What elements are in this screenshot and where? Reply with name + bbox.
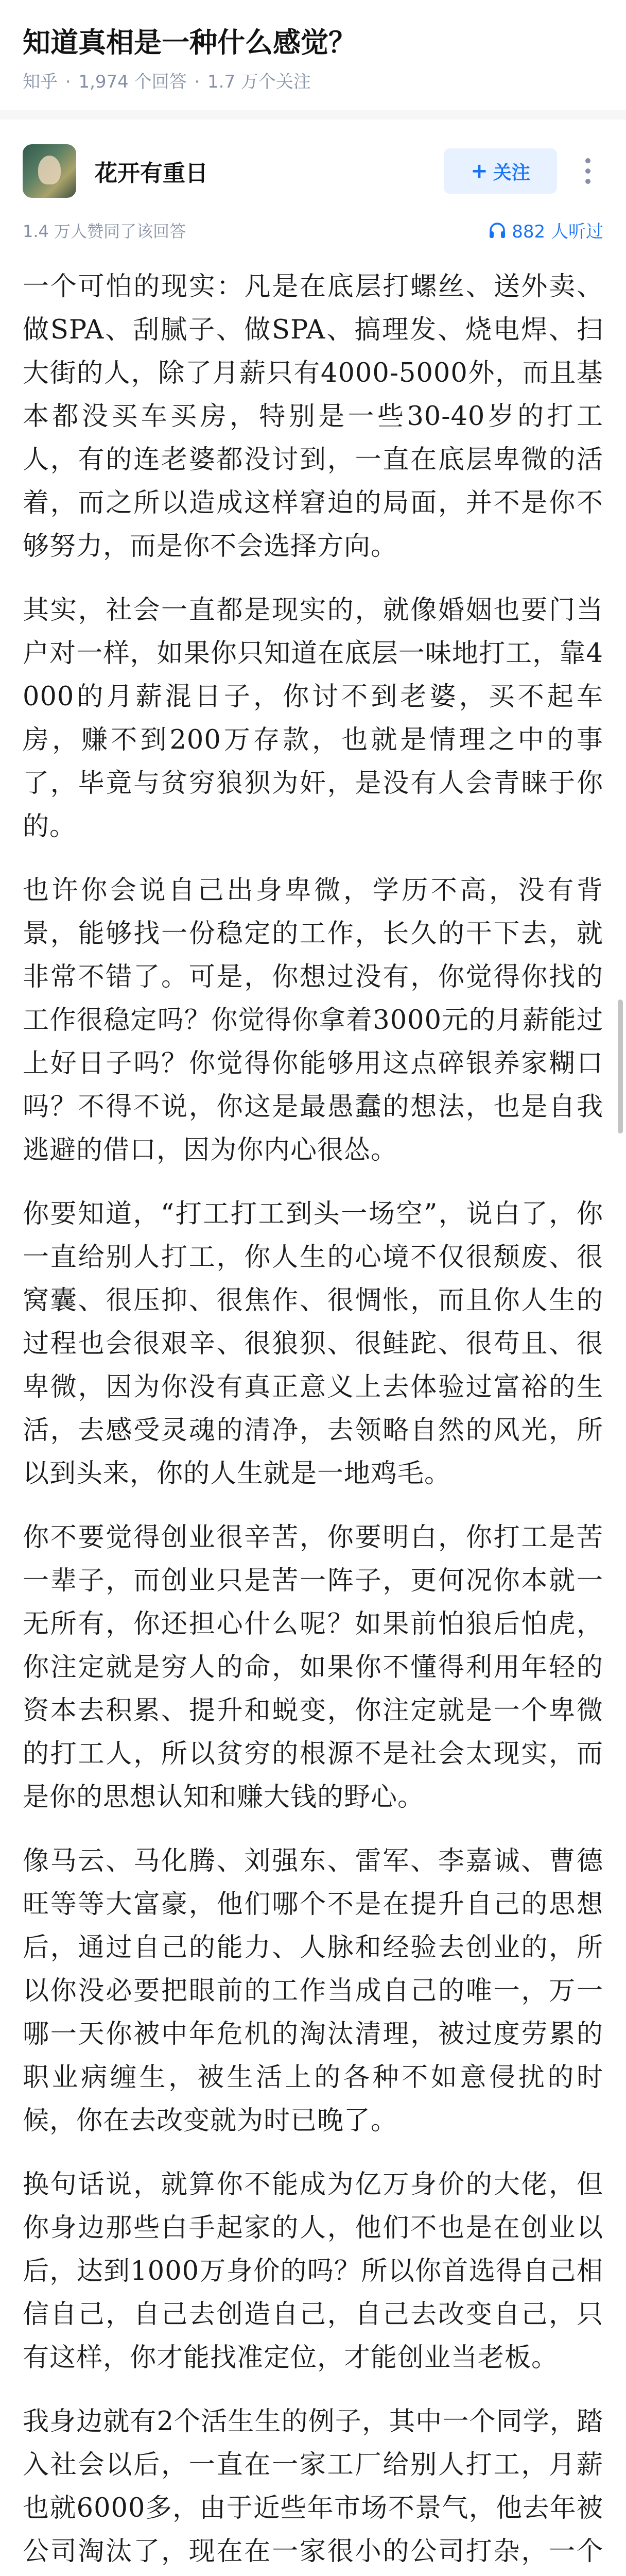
avatar[interactable] [23,144,76,198]
answer-paragraph: 我身边就有2个活生生的例子，其中一个同学，踏入社会以后，一直在一家工厂给别人打工，月薪也就6000多，由于近些年市场不景气，他去年被公司淘汰了，现在在一家很小的公司打杂，一个 [23,2406,603,2567]
listen-count: 882 人听过 [512,222,603,242]
answer-paragraph: 其实，社会一直都是现实的，就像婚姻也要门当户对一样，如果你只知道在底层一味地打工，靠4000的月薪混日子，你讨不到老婆，买不起车房，赚不到200万存款，也就是情理之中的事了，毕竟与贫穷狼狈为奸，是没有人会青睐于你的。 [23,595,603,842]
followers-count: 1.7 万个关注 [207,72,311,92]
author-name[interactable]: 花开有重日 [95,160,208,187]
headphones-icon [488,221,507,240]
meta-separator: · [65,72,71,92]
answer-paragraph: 一个可怕的现实：凡是在底层打螺丝、送外卖、做SPA、刮腻子、做SPA、搞理发、烧电焊、扫大街的人，除了月薪只有4000-5000外，而且基本都没买车买房，特别是一些30-40岁的打工人，有的连老婆都没讨到，一直在底层卑微的活着，而之所以造成这样窘迫的局面，并不是你不够努力，而是你不会选择方向。 [23,272,603,562]
follow-label: 关注 [493,162,530,183]
question-title[interactable]: 知道真相是一种什么感觉？ [23,26,356,59]
answer-paragraph: 你要知道，“打工打工到头一场空”，说白了，你一直给别人打工，你人生的心境不仅很颓废、很窝囊、很压抑、很焦作、很惆怅，而且你人生的过程也会很艰辛、很狼狈、很鲑跎、很苟且、很卑微，因为你没有真正意义上去体验过富裕的生活，去感受灵魂的清净，去领略自然的风光，所以到头来，你的人生就是一地鸡毛。 [23,1199,603,1489]
answer-paragraph: 也许你会说自己出身卑微，学历不高，没有背景，能够找一份稳定的工作，长久的干下去，就非常不错了。可是，你想过没有，你觉得你找的工作很稳定吗？你觉得你拿着3000元的月薪能过上好日子吗？你觉得你能够用这点碎银养家糊口吗？不得不说，你这是最愚蠢的想法，也是自我逃避的借口，因为你内心很怂。 [23,875,603,1165]
answer-paragraph: 你不要觉得创业很辛苦，你要明白，你打工是苦一辈子，而创业只是苦一阵子，更何况你本就一无所有，你还担心什么呢？如果前怕狼后怕虎，你注定就是穷人的命，如果你不懂得利用年轻的资本去积累、提升和蜕变，你注定就是一个卑微的打工人，所以贫穷的根源不是社会太现实，而是你的思想认知和赚大钱的野心。 [23,1522,603,1812]
question-meta [0,60,626,93]
plus-icon: + [471,159,488,183]
meta-separator: · [194,72,200,92]
listen-button[interactable] [488,217,603,243]
more-vertical-icon[interactable] [572,156,603,187]
section-divider [0,110,626,120]
scrollbar[interactable] [618,999,623,1133]
source-label: 知乎 [23,72,58,92]
follow-button[interactable] [444,148,557,194]
author-row [0,120,626,202]
answer-paragraph: 换句话说，就算你不能成为亿万身价的大佬，但你身边那些白手起家的人，他们不也是在创业以后，达到1000万身价的吗？所以你首选得自己相信自己，自己去创造自己，自己去改变自己，只有这样，你才能找准定位，才能创业当老板。 [23,2170,603,2373]
answers-count[interactable]: 1,974 个回答 [78,72,187,92]
answer-paragraph: 像马云、马化腾、刘强东、雷军、李嘉诚、曹德旺等等大富豪，他们哪个不是在提升自己的思想后，通过自己的能力、人脉和经验去创业的，所以你没必要把眼前的工作当成自己的唯一，万一哪一天你被中年危机的淘汰清理，被过度劳累的职业病缠生，被生活上的各种不如意侵扰的时候，你在去改变就为时已晚了。 [23,1846,603,2136]
answer-content [0,243,626,2576]
likes-count: 1.4 万人赞同了该回答 [23,221,186,241]
answer-meta-row [0,202,626,243]
